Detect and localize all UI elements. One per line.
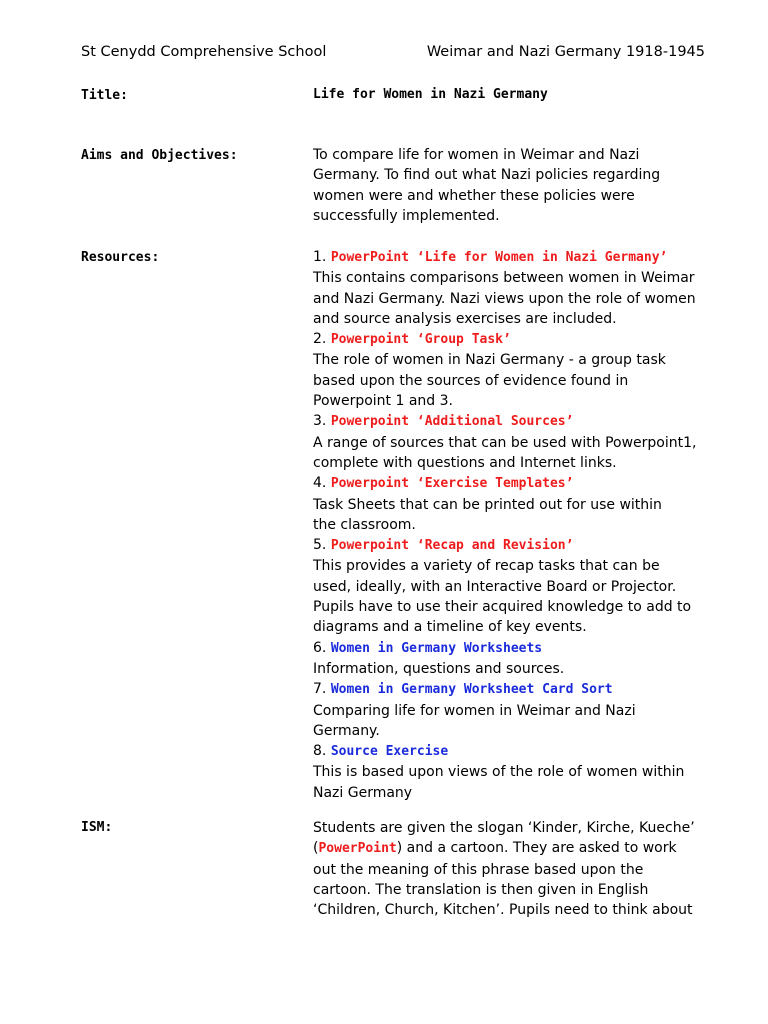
resource-description-line: complete with questions and Internet links.	[313, 454, 617, 471]
resource-description-line: Powerpoint 1 and 3.	[313, 393, 453, 410]
aims-text	[313, 145, 713, 226]
resource-description-line: based upon the sources of evidence found in	[313, 372, 629, 389]
resource-description-line: A range of sources that can be used with Powerpoint1,	[313, 434, 697, 451]
resource-heading[interactable]: Powerpoint ‘Exercise Templates’	[330, 476, 574, 492]
resource-heading-line	[313, 679, 713, 700]
aims-line: Germany. To find out what Nazi policies regarding	[313, 167, 661, 184]
resource-description-line: the classroom.	[313, 516, 416, 533]
resource-description-line: The role of women in Nazi Germany - a group task	[313, 352, 666, 369]
resource-heading[interactable]: Women in Germany Worksheets	[330, 640, 543, 656]
ism-text	[313, 818, 713, 920]
aims-line: women were and whether these policies were	[313, 187, 635, 204]
resource-number: 8.	[313, 743, 327, 760]
resource-description-line: This provides a variety of recap tasks that can be	[313, 558, 660, 575]
aims-line: successfully implemented.	[313, 207, 500, 224]
resource-heading-line	[313, 741, 713, 762]
resource-description-line: Germany.	[313, 722, 380, 739]
ism-line	[313, 838, 713, 859]
resource-number: 7.	[313, 681, 327, 698]
resource-number: 6.	[313, 639, 327, 656]
resource-description-line: and Nazi Germany. Nazi views upon the role of women	[313, 290, 696, 307]
ism-line: ‘Children, Church, Kitchen’. Pupils need to think about	[313, 902, 693, 919]
ism-label: ISM:	[81, 820, 113, 835]
resource-heading-line	[313, 535, 713, 556]
ism-line: Students are given the slogan ‘Kinder, Kirche, Kueche’	[313, 820, 695, 836]
course-name: Weimar and Nazi Germany 1918-1945	[426, 44, 705, 60]
resource-heading[interactable]: Powerpoint ‘Recap and Revision’	[330, 538, 574, 554]
resource-description-line: used, ideally, with an Interactive Board or Projector.	[313, 578, 677, 595]
resource-description-line: Pupils have to use their acquired knowledge to add to	[313, 599, 692, 616]
resource-heading-line	[313, 638, 713, 659]
resource-heading[interactable]: Powerpoint ‘Additional Sources’	[330, 414, 574, 430]
aims-label: Aims and Objectives:	[81, 148, 238, 163]
resource-description-line: Nazi Germany	[313, 784, 413, 801]
resource-description-line: Information, questions and sources.	[313, 660, 565, 677]
title-label: Title:	[81, 88, 128, 103]
resource-number: 3.	[313, 413, 327, 430]
ism-paren: (	[313, 840, 319, 857]
resource-heading[interactable]: Women in Germany Worksheet Card Sort	[330, 682, 613, 698]
resource-description-line: This contains comparisons between women in Weimar	[313, 270, 695, 287]
ism-line: out the meaning of this phrase based upon the	[313, 861, 644, 878]
ism-line-rest: ) and a cartoon. They are asked to work	[396, 840, 677, 857]
ism-line: cartoon. The translation is then given in English	[313, 881, 649, 898]
resource-heading-line	[313, 247, 713, 268]
resources-label: Resources:	[81, 250, 160, 265]
resource-heading-line	[313, 411, 713, 432]
resource-heading[interactable]: Source Exercise	[330, 744, 449, 760]
document-title: Life for Women in Nazi Germany	[313, 87, 548, 102]
resource-description-line: This is based upon views of the role of women within	[313, 764, 685, 781]
school-name: St Cenydd Comprehensive School	[81, 44, 327, 60]
resources-list	[313, 247, 713, 803]
resource-heading-line	[313, 329, 713, 350]
resource-number: 5.	[313, 537, 327, 554]
aims-line: To compare life for women in Weimar and Nazi	[313, 147, 640, 163]
resource-heading-line	[313, 473, 713, 494]
resource-description-line: diagrams and a timeline of key events.	[313, 619, 587, 636]
resource-number: 4.	[313, 475, 327, 492]
resource-number: 2.	[313, 331, 327, 348]
resource-heading[interactable]: PowerPoint ‘Life for Women in Nazi Germany’	[330, 250, 668, 265]
resource-description-line: and source analysis exercises are included.	[313, 310, 617, 327]
resource-description-line: Comparing life for women in Weimar and Nazi	[313, 702, 636, 719]
resource-description-line: Task Sheets that can be printed out for use within	[313, 496, 662, 513]
ism-powerpoint-link[interactable]: PowerPoint	[318, 841, 397, 857]
resource-number: 1.	[313, 249, 327, 265]
resource-heading[interactable]: Powerpoint ‘Group Task’	[330, 332, 511, 348]
